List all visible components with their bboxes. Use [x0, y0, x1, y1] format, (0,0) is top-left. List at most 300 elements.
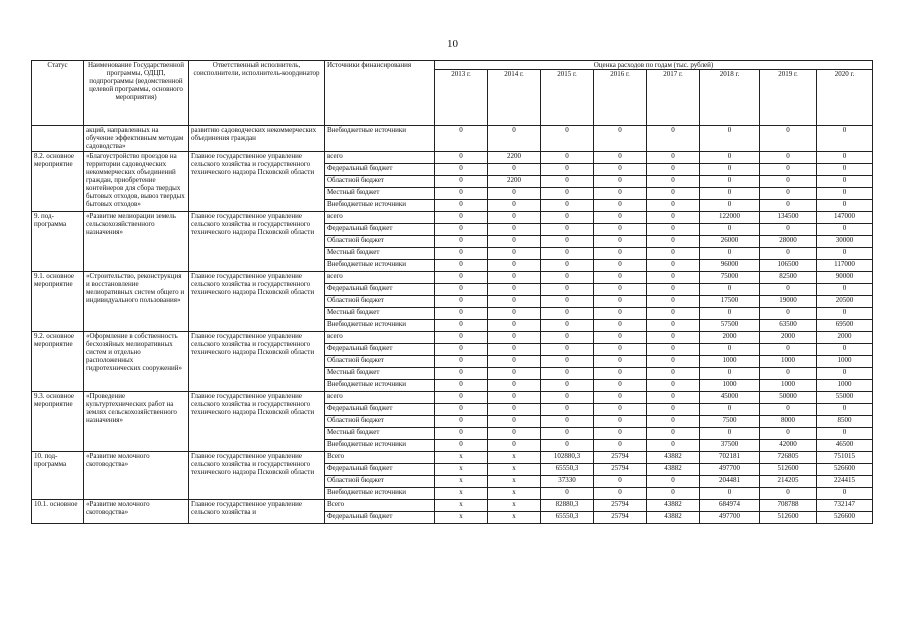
value-cell: 0	[817, 224, 873, 236]
table-row	[32, 392, 873, 404]
value-cell: 0	[647, 296, 700, 308]
header-year: 2015 г.	[541, 70, 594, 126]
value-cell: 0	[647, 344, 700, 356]
value-cell: 0	[760, 404, 817, 416]
value-cell: 0	[647, 152, 700, 164]
funding-source: всего	[325, 332, 435, 344]
funding-source: Местный бюджет	[325, 428, 435, 440]
value-cell: 0	[647, 380, 700, 392]
row-executor: Главное государственное управление сельского хозяйства и государственного технического надзора Псковской области	[189, 212, 325, 272]
funding-source: Внебюджетные источники	[325, 126, 435, 152]
value-cell: 102880,3	[541, 452, 594, 464]
value-cell: 497700	[700, 512, 760, 524]
value-cell: 0	[541, 428, 594, 440]
value-cell: 0	[700, 368, 760, 380]
value-cell: 0	[594, 224, 647, 236]
value-cell: 0	[541, 236, 594, 248]
value-cell: 0	[647, 200, 700, 212]
value-cell: 106500	[760, 260, 817, 272]
row-name: «Развитие мелиорации земель сельскохозяйственного назначения»	[84, 212, 189, 272]
value-cell: 0	[488, 188, 541, 200]
header-status: Статус	[32, 61, 84, 126]
value-cell: 2200	[488, 152, 541, 164]
header-year: 2018 г.	[700, 70, 760, 126]
row-executor: Главное государственное управление сельского хозяйства и государственного технического надзора Псковской области	[189, 272, 325, 332]
value-cell: 0	[435, 320, 488, 332]
row-executor: Главное государственное управление сельского хозяйства и государственного технического надзора Псковской области	[189, 452, 325, 500]
row-status: 9.1. основное мероприятие	[32, 272, 84, 332]
value-cell: 8500	[817, 416, 873, 428]
row-status	[32, 126, 84, 152]
value-cell: 37500	[700, 440, 760, 452]
value-cell: 0	[541, 296, 594, 308]
value-cell: x	[435, 512, 488, 524]
row-name: акций, направленных на обучение эффективным методам садоводства»	[84, 126, 189, 152]
header-year: 2017 г.	[647, 70, 700, 126]
funding-source: Внебюджетные источники	[325, 260, 435, 272]
value-cell: 732147	[817, 500, 873, 512]
value-cell: 122000	[700, 212, 760, 224]
value-cell: 0	[647, 440, 700, 452]
value-cell: 0	[817, 488, 873, 500]
value-cell: 0	[647, 404, 700, 416]
value-cell: 1000	[700, 380, 760, 392]
value-cell: 0	[541, 200, 594, 212]
value-cell: 0	[541, 344, 594, 356]
budget-table	[31, 60, 873, 524]
value-cell: 25794	[594, 452, 647, 464]
value-cell: 0	[435, 212, 488, 224]
value-cell: 0	[817, 164, 873, 176]
value-cell: 0	[541, 260, 594, 272]
value-cell: 50000	[760, 392, 817, 404]
value-cell: 0	[488, 416, 541, 428]
value-cell: 134500	[760, 212, 817, 224]
row-status: 10.1. основное	[32, 500, 84, 524]
funding-source: Внебюджетные источники	[325, 320, 435, 332]
value-cell: 0	[760, 164, 817, 176]
value-cell: 0	[817, 308, 873, 320]
value-cell: 0	[700, 224, 760, 236]
value-cell: 0	[435, 332, 488, 344]
value-cell: 0	[594, 296, 647, 308]
value-cell: 0	[435, 188, 488, 200]
value-cell: 0	[435, 344, 488, 356]
funding-source: Областной бюджет	[325, 416, 435, 428]
funding-source: Областной бюджет	[325, 296, 435, 308]
funding-source: Местный бюджет	[325, 308, 435, 320]
value-cell: 0	[435, 368, 488, 380]
value-cell: 0	[488, 392, 541, 404]
funding-source: Федеральный бюджет	[325, 344, 435, 356]
funding-source: Областной бюджет	[325, 356, 435, 368]
value-cell: 512600	[760, 512, 817, 524]
value-cell: 0	[594, 164, 647, 176]
value-cell: 0	[541, 212, 594, 224]
header-estimate: Оценка расходов по годам (тыс. рублей)	[435, 61, 873, 70]
funding-source: Всего	[325, 452, 435, 464]
value-cell: 0	[541, 272, 594, 284]
funding-source: Федеральный бюджет	[325, 224, 435, 236]
value-cell: 0	[760, 308, 817, 320]
value-cell: 0	[594, 284, 647, 296]
value-cell: 0	[541, 368, 594, 380]
value-cell: 0	[700, 200, 760, 212]
value-cell: 0	[488, 200, 541, 212]
value-cell: 2000	[700, 332, 760, 344]
value-cell: 0	[594, 368, 647, 380]
funding-source: Внебюджетные источники	[325, 380, 435, 392]
value-cell: 0	[541, 126, 594, 152]
value-cell: 0	[541, 332, 594, 344]
value-cell: 0	[488, 248, 541, 260]
row-name: «Благоустройство проездов на территории садоводческих некоммерческих объединений граждан, приобретение контейнеров для сбора твердых бытовых отходов, вывоз твердых бытовых отходов»	[84, 152, 189, 212]
value-cell: 0	[817, 126, 873, 152]
value-cell: 0	[435, 308, 488, 320]
value-cell: 0	[435, 164, 488, 176]
header-year: 2019 г.	[760, 70, 817, 126]
row-name: «Строительство, реконструкция и восстановление мелиоративных систем общего и индивидуального пользования»	[84, 272, 189, 332]
value-cell: 0	[435, 416, 488, 428]
value-cell: 684974	[700, 500, 760, 512]
value-cell: 0	[488, 332, 541, 344]
value-cell: 0	[488, 260, 541, 272]
value-cell: 0	[541, 164, 594, 176]
value-cell: 0	[700, 248, 760, 260]
row-executor: развитию садоводческих некоммерческих объединения граждан	[189, 126, 325, 152]
value-cell: 0	[435, 284, 488, 296]
value-cell: 0	[817, 176, 873, 188]
value-cell: 0	[488, 126, 541, 152]
value-cell: 0	[488, 224, 541, 236]
table-row	[32, 152, 873, 164]
row-executor: Главное государственное управление сельского хозяйства и государственного технического надзора Псковской области	[189, 332, 325, 392]
value-cell: 0	[760, 248, 817, 260]
value-cell: 0	[488, 368, 541, 380]
value-cell: 0	[594, 476, 647, 488]
value-cell: 0	[488, 356, 541, 368]
value-cell: 25794	[594, 512, 647, 524]
value-cell: 0	[541, 308, 594, 320]
value-cell: 1000	[760, 380, 817, 392]
header-executor: Ответственный исполнитель, соисполнители, исполнитель-координатор	[189, 61, 325, 126]
value-cell: 0	[488, 236, 541, 248]
value-cell: x	[435, 452, 488, 464]
row-status: 9.2. основное мероприятие	[32, 332, 84, 392]
value-cell: 0	[541, 248, 594, 260]
value-cell: 0	[594, 428, 647, 440]
funding-source: Внебюджетные источники	[325, 200, 435, 212]
value-cell: 0	[647, 236, 700, 248]
value-cell: 0	[435, 248, 488, 260]
value-cell: 0	[488, 212, 541, 224]
funding-source: Местный бюджет	[325, 188, 435, 200]
value-cell: 0	[435, 440, 488, 452]
value-cell: 0	[435, 404, 488, 416]
value-cell: 90000	[817, 272, 873, 284]
value-cell: 25794	[594, 500, 647, 512]
value-cell: 1000	[760, 356, 817, 368]
value-cell: 0	[488, 296, 541, 308]
value-cell: 1000	[817, 380, 873, 392]
value-cell: 0	[594, 488, 647, 500]
value-cell: 0	[594, 332, 647, 344]
value-cell: 43882	[647, 500, 700, 512]
value-cell: 0	[435, 176, 488, 188]
funding-source: Местный бюджет	[325, 368, 435, 380]
value-cell: 0	[700, 176, 760, 188]
value-cell: 0	[760, 200, 817, 212]
value-cell: 0	[594, 260, 647, 272]
value-cell: 0	[647, 176, 700, 188]
value-cell: x	[488, 464, 541, 476]
row-status: 8.2. основное мероприятие	[32, 152, 84, 212]
value-cell: 43882	[647, 512, 700, 524]
value-cell: 0	[700, 344, 760, 356]
value-cell: 0	[541, 284, 594, 296]
value-cell: 512600	[760, 464, 817, 476]
value-cell: 0	[594, 392, 647, 404]
value-cell: 0	[760, 428, 817, 440]
value-cell: 0	[594, 188, 647, 200]
value-cell: 708788	[760, 500, 817, 512]
value-cell: 0	[647, 368, 700, 380]
value-cell: 0	[488, 272, 541, 284]
row-name: «Проведение культуртехнических работ на землях сельскохозяйственного назначения»	[84, 392, 189, 452]
value-cell: 0	[817, 344, 873, 356]
value-cell: 0	[541, 224, 594, 236]
value-cell: 0	[817, 404, 873, 416]
value-cell: 0	[700, 308, 760, 320]
value-cell: 0	[760, 188, 817, 200]
value-cell: 65550,3	[541, 512, 594, 524]
value-cell: 0	[647, 320, 700, 332]
value-cell: 751015	[817, 452, 873, 464]
value-cell: x	[488, 452, 541, 464]
value-cell: 1000	[700, 356, 760, 368]
header-year: 2013 г.	[435, 70, 488, 126]
value-cell: 0	[817, 200, 873, 212]
value-cell: 43882	[647, 464, 700, 476]
value-cell: 0	[700, 404, 760, 416]
value-cell: 0	[541, 392, 594, 404]
value-cell: 0	[594, 380, 647, 392]
value-cell: 214205	[760, 476, 817, 488]
value-cell: 0	[700, 284, 760, 296]
row-name: «Развитие молочного скотоводства»	[84, 452, 189, 500]
value-cell: 0	[760, 284, 817, 296]
value-cell: 0	[647, 392, 700, 404]
value-cell: 0	[594, 272, 647, 284]
value-cell: 0	[541, 152, 594, 164]
value-cell: 0	[647, 272, 700, 284]
value-cell: 0	[435, 224, 488, 236]
value-cell: 0	[700, 152, 760, 164]
table-row	[32, 452, 873, 464]
value-cell: 0	[435, 236, 488, 248]
value-cell: 75000	[700, 272, 760, 284]
funding-source: всего	[325, 152, 435, 164]
value-cell: 497700	[700, 464, 760, 476]
value-cell: 0	[647, 476, 700, 488]
value-cell: 224415	[817, 476, 873, 488]
value-cell: 526600	[817, 512, 873, 524]
value-cell: 0	[594, 200, 647, 212]
value-cell: 0	[594, 404, 647, 416]
value-cell: 0	[594, 320, 647, 332]
value-cell: 30000	[817, 236, 873, 248]
value-cell: 82880,3	[541, 500, 594, 512]
value-cell: 0	[488, 344, 541, 356]
funding-source: Федеральный бюджет	[325, 284, 435, 296]
funding-source: Федеральный бюджет	[325, 164, 435, 176]
value-cell: 0	[488, 404, 541, 416]
value-cell: 0	[647, 260, 700, 272]
value-cell: 0	[488, 164, 541, 176]
value-cell: 96000	[700, 260, 760, 272]
value-cell: 7500	[700, 416, 760, 428]
value-cell: 0	[594, 248, 647, 260]
value-cell: 0	[647, 224, 700, 236]
funding-source: Областной бюджет	[325, 176, 435, 188]
value-cell: 0	[541, 380, 594, 392]
funding-source: всего	[325, 212, 435, 224]
value-cell: 0	[647, 488, 700, 500]
header-year: 2020 г.	[817, 70, 873, 126]
value-cell: x	[488, 512, 541, 524]
funding-source: Всего	[325, 500, 435, 512]
value-cell: 69500	[817, 320, 873, 332]
value-cell: 0	[647, 356, 700, 368]
value-cell: 0	[594, 236, 647, 248]
value-cell: x	[435, 500, 488, 512]
value-cell: 0	[817, 188, 873, 200]
value-cell: 0	[541, 356, 594, 368]
value-cell: 0	[760, 344, 817, 356]
value-cell: 0	[647, 332, 700, 344]
value-cell: 0	[594, 212, 647, 224]
table-row	[32, 212, 873, 224]
row-executor: Главное государственное управление сельского хозяйства и государственного технического надзора Псковской области	[189, 152, 325, 212]
value-cell: 0	[488, 320, 541, 332]
value-cell: 0	[594, 126, 647, 152]
value-cell: 0	[647, 188, 700, 200]
value-cell: 0	[541, 188, 594, 200]
value-cell: 0	[541, 176, 594, 188]
row-status: 9.3. основное мероприятие	[32, 392, 84, 452]
value-cell: 0	[647, 284, 700, 296]
value-cell: x	[488, 500, 541, 512]
value-cell: 46500	[817, 440, 873, 452]
value-cell: 0	[488, 440, 541, 452]
value-cell: 0	[594, 416, 647, 428]
funding-source: Внебюджетные источники	[325, 488, 435, 500]
value-cell: 0	[647, 164, 700, 176]
value-cell: 0	[488, 308, 541, 320]
row-executor: Главное государственное управление сельского хозяйства и	[189, 500, 325, 524]
funding-source: Областной бюджет	[325, 476, 435, 488]
value-cell: 0	[700, 428, 760, 440]
value-cell: 147000	[817, 212, 873, 224]
page-number: 10	[447, 38, 458, 50]
value-cell: 0	[541, 440, 594, 452]
value-cell: 0	[760, 368, 817, 380]
value-cell: 0	[760, 152, 817, 164]
value-cell: 0	[760, 224, 817, 236]
funding-source: всего	[325, 392, 435, 404]
value-cell: 20500	[817, 296, 873, 308]
value-cell: 57500	[700, 320, 760, 332]
value-cell: 0	[435, 200, 488, 212]
value-cell: 0	[760, 488, 817, 500]
value-cell: 0	[488, 380, 541, 392]
value-cell: 55000	[817, 392, 873, 404]
header-year: 2016 г.	[594, 70, 647, 126]
value-cell: 65550,3	[541, 464, 594, 476]
value-cell: 63500	[760, 320, 817, 332]
value-cell: 82500	[760, 272, 817, 284]
value-cell: 0	[760, 176, 817, 188]
value-cell: 726805	[760, 452, 817, 464]
value-cell: 0	[435, 296, 488, 308]
value-cell: 0	[700, 188, 760, 200]
funding-source: Федеральный бюджет	[325, 512, 435, 524]
value-cell: 0	[541, 320, 594, 332]
value-cell: 0	[435, 380, 488, 392]
value-cell: 0	[817, 248, 873, 260]
value-cell: 25794	[594, 464, 647, 476]
value-cell: 0	[435, 272, 488, 284]
value-cell: 0	[435, 392, 488, 404]
funding-source: Областной бюджет	[325, 236, 435, 248]
value-cell: x	[435, 476, 488, 488]
value-cell: 0	[700, 488, 760, 500]
header-name: Наименование Государственной программы, ОДЦП, подпрограммы (ведомственной целевой программы, основного мероприятия)	[84, 61, 189, 126]
value-cell: 0	[435, 260, 488, 272]
value-cell: x	[488, 488, 541, 500]
value-cell: x	[488, 476, 541, 488]
value-cell: 0	[435, 126, 488, 152]
value-cell: 37330	[541, 476, 594, 488]
value-cell: 45000	[700, 392, 760, 404]
value-cell: 0	[647, 308, 700, 320]
value-cell: 0	[817, 428, 873, 440]
value-cell: 117000	[817, 260, 873, 272]
table-row	[32, 272, 873, 284]
value-cell: 2000	[817, 332, 873, 344]
funding-source: Федеральный бюджет	[325, 464, 435, 476]
funding-source: Местный бюджет	[325, 248, 435, 260]
value-cell: 2000	[760, 332, 817, 344]
value-cell: 0	[817, 152, 873, 164]
row-name: «Развитие молочного скотоводства»	[84, 500, 189, 524]
value-cell: 0	[541, 404, 594, 416]
value-cell: 0	[435, 356, 488, 368]
value-cell: 0	[594, 308, 647, 320]
value-cell: 0	[488, 284, 541, 296]
value-cell: 28000	[760, 236, 817, 248]
value-cell: 0	[594, 344, 647, 356]
header-year: 2014 г.	[488, 70, 541, 126]
table-row	[32, 332, 873, 344]
value-cell: 2200	[488, 176, 541, 188]
row-executor: Главное государственное управление сельского хозяйства и государственного технического надзора Псковской области	[189, 392, 325, 452]
value-cell: 0	[647, 126, 700, 152]
value-cell: 0	[647, 416, 700, 428]
value-cell: 526600	[817, 464, 873, 476]
value-cell: 0	[647, 212, 700, 224]
value-cell: 8000	[760, 416, 817, 428]
